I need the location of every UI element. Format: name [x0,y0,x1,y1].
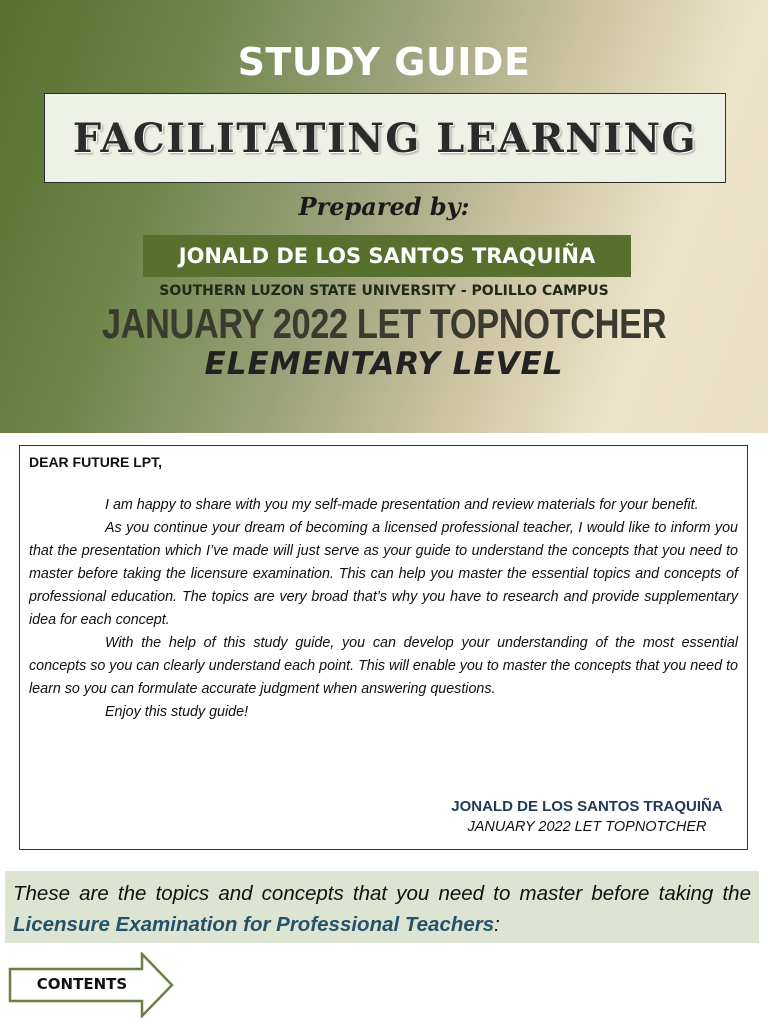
letter-greeting: DEAR FUTURE LPT, [29,454,162,470]
document-title: FACILITATING LEARNING [72,114,698,162]
author-name: JONALD DE LOS SANTOS TRAQUIÑA [178,244,596,268]
contents-button[interactable] [8,952,176,1018]
letter-paragraph-2: As you continue your dream of becoming a licensed professional teacher, I would like to inform you that the presentation which I’ve made will just serve as your guide to understand the concepts that you need to master before taking the licensure examination. This can help you master the essential topics and concepts of professional education. The topics are very broad that’s why you have to research and provide supplementary idea for each concept. [29,520,738,628]
topics-text-end: : [494,913,500,936]
topics-intro [5,871,759,943]
cover-banner [0,0,768,433]
letter-box [19,445,748,850]
signature-role: JANUARY 2022 LET TOPNOTCHER [467,819,707,835]
letter-paragraph-1: I am happy to share with you my self-made presentation and review materials for your benefit. [105,497,699,513]
topics-highlight-link[interactable]: Licensure Examination for Professional Teachers [13,913,495,936]
author-box [143,235,631,277]
contents-button-label: CONTENTS [36,975,128,993]
study-guide-heading: STUDY GUIDE [237,40,531,84]
achievement-heading: JANUARY 2022 LET TOPNOTCHER [101,300,667,347]
signature-name: JONALD DE LOS SANTOS TRAQUIÑA [451,798,723,815]
campus-name: SOUTHERN LUZON STATE UNIVERSITY - POLILLO CAMPUS [159,283,609,299]
level-heading: ELEMENTARY LEVEL [204,346,564,382]
topics-text: These are the topics and concepts that you need to master before taking the [13,882,751,905]
letter-paragraph-4: Enjoy this study guide! [105,704,249,720]
title-box [44,93,726,183]
letter-signature [437,798,737,835]
prepared-by-label: Prepared by: [298,192,470,221]
letter-paragraph-3: With the help of this study guide, you can develop your understanding of the most essential concepts so you can clearly understand each point. This will enable you to master the concepts that you need to learn so you can formulate accurate judgment when answering questions. [29,635,738,697]
